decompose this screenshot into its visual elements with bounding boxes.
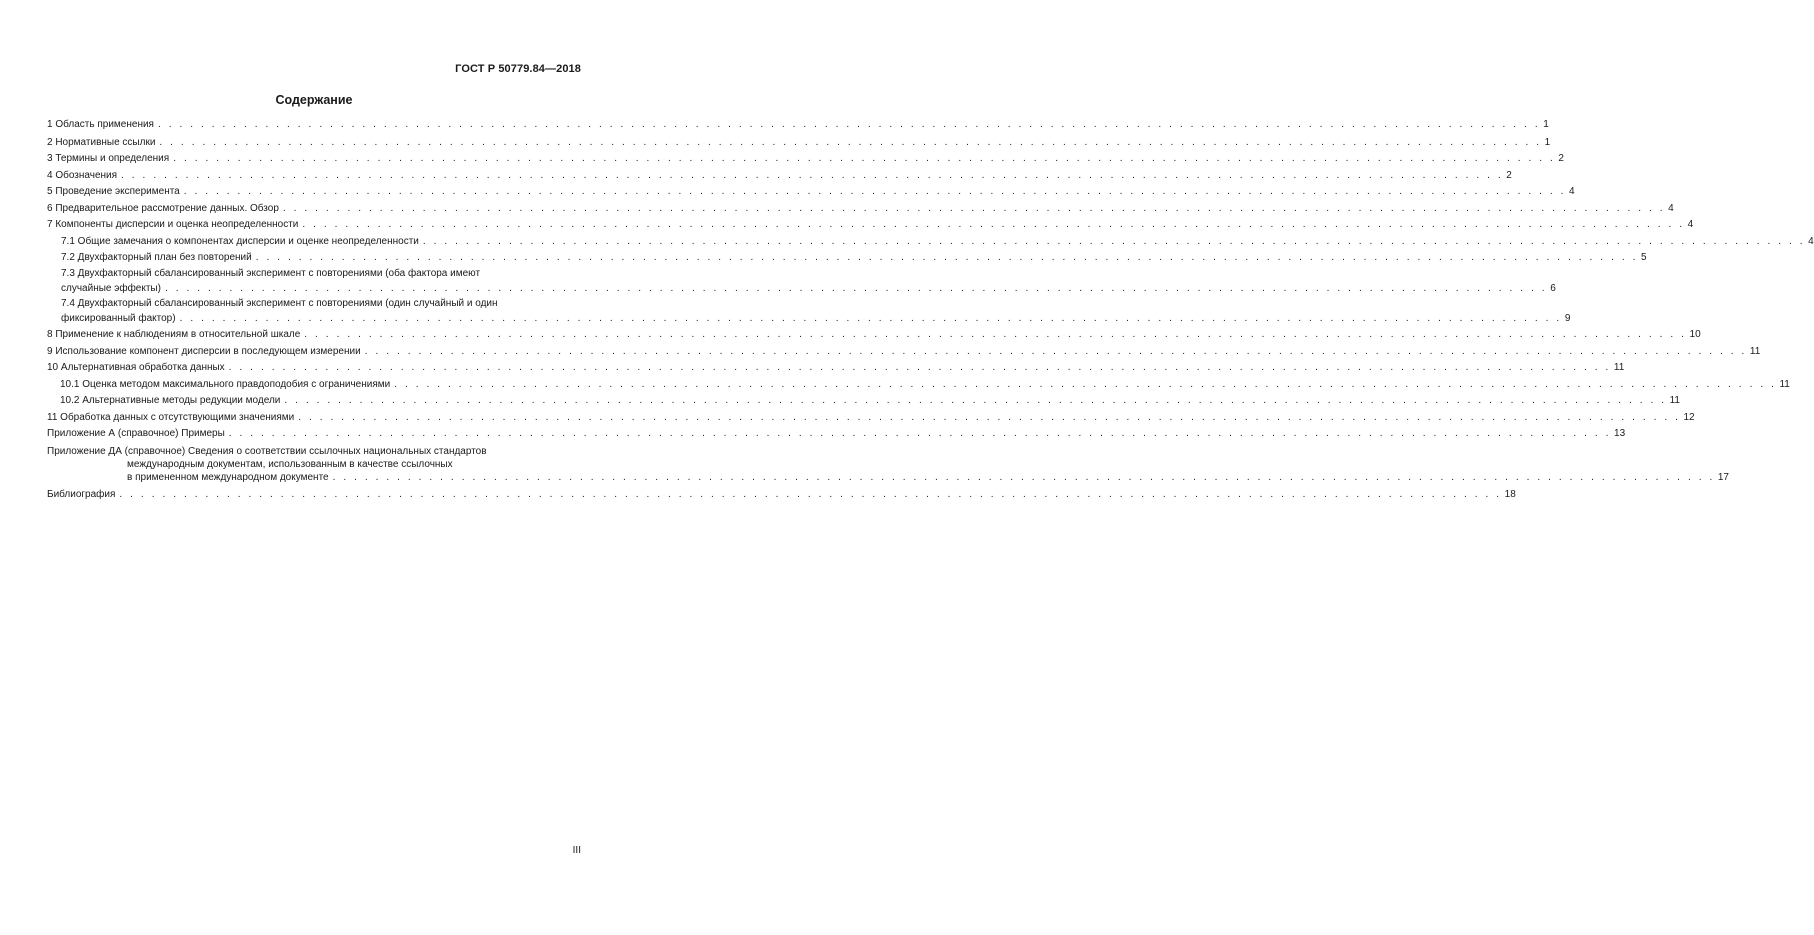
toc-entry-8[interactable]: 8 Применение к наблюдениям в относительной шкале . . . 10 [47, 328, 584, 342]
toc-entry-7-3[interactable]: случайные эффекты) . . . 6 [61, 282, 584, 296]
toc-entry-7-1[interactable]: 7.1 Общие замечания о компонентах дисперсии и оценке неопределенности . . . 4 [61, 235, 584, 249]
toc-entry-3[interactable]: 3 Термины и определения . . . 2 [47, 152, 584, 166]
toc-entry-10[interactable]: 10 Альтернативная обработка данных . . . 11 [47, 361, 584, 375]
toc-entry-7-2[interactable]: 7.2 Двухфакторный план без повторений . . . 5 [61, 251, 584, 265]
toc-entry-10-1[interactable]: 10.1 Оценка методом максимального правдоподобия с ограничениями . . . 11 [60, 378, 584, 392]
toc-entry-7-4-line1[interactable]: 7.4 Двухфакторный сбалансированный эксперимент с повторениями (один случайный и один [61, 298, 498, 309]
toc-entry-9[interactable]: 9 Использование компонент дисперсии в последующем измерении . . . 11 [47, 345, 584, 359]
toc-entry-1[interactable]: 1 Область применения . . . 1 [47, 118, 584, 132]
toc-entry-appendix-a[interactable]: Приложение А (справочное) Примеры . . . 13 [47, 427, 584, 441]
toc-entry-7-3-line1[interactable]: 7.3 Двухфакторный сбалансированный эксперимент с повторениями (оба фактора имеют [61, 268, 481, 279]
page-title: Содержание [275, 93, 353, 107]
toc-entry-11[interactable]: 11 Обработка данных с отсутствующими значениями . . . 12 [47, 411, 584, 425]
page-number: III [572, 845, 581, 856]
toc-entry-2[interactable]: 2 Нормативные ссылки . . . 1 [47, 136, 584, 150]
toc-entry-6[interactable]: 6 Предварительное рассмотрение данных. Обзор . . . 4 [47, 202, 584, 216]
toc-entry-appendix-da-line2[interactable]: международным документам, использованным в качестве ссылочных [127, 459, 453, 470]
toc-entry-bibliography[interactable]: Библиография . . . 18 [47, 488, 584, 502]
toc-entry-7[interactable]: 7 Компоненты дисперсии и оценка неопределенности . . . 4 [47, 218, 584, 232]
toc-entry-appendix-da[interactable]: в примененном международном документе . . . 17 [47, 471, 584, 485]
toc-entry-4[interactable]: 4 Обозначения . . . 2 [47, 169, 584, 183]
toc-entry-appendix-da-line1[interactable]: Приложение ДА (справочное) Сведения о соответствии ссылочных национальных стандартов [47, 446, 487, 457]
toc-entry-10-2[interactable]: 10.2 Альтернативные методы редукции модели . . . 11 [60, 394, 584, 408]
toc-entry-5[interactable]: 5 Проведение эксперимента . . . 4 [47, 185, 584, 199]
toc-entry-7-4[interactable]: фиксированный фактор) . . . 9 [61, 312, 584, 326]
standard-number: ГОСТ Р 50779.84—2018 [455, 63, 581, 75]
